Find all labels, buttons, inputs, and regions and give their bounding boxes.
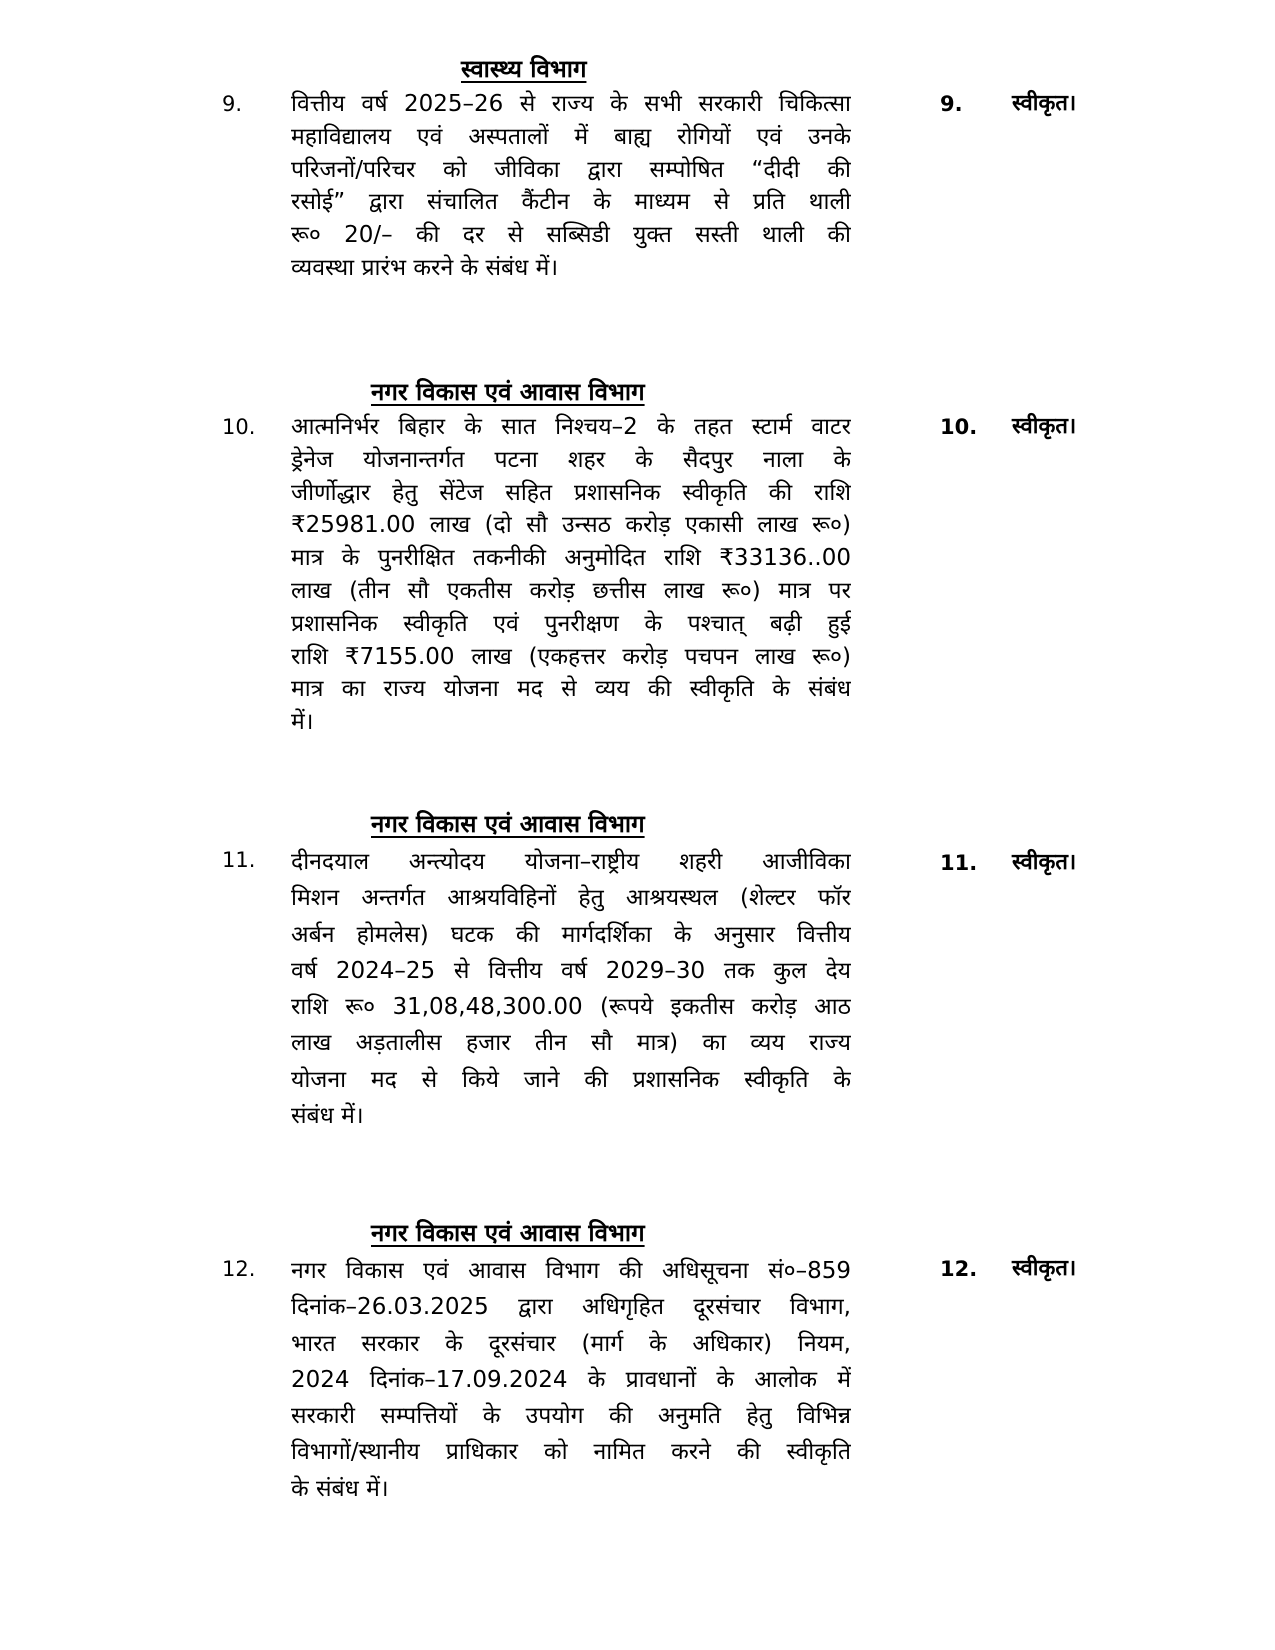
description-line: दीनदयाल अन्त्योदय योजना–राष्ट्रीय शहरी आजीविका — [291, 849, 851, 875]
item-number: 12. — [222, 1257, 256, 1281]
description-line: राशि ₹7155.00 लाख (एकहत्तर करोड़ पचपन लाख रू०) — [291, 643, 851, 670]
description-line: प्रशासनिक स्वीकृति एवं पुनरीक्षण के पश्चात् बढ़ी हुई — [291, 610, 851, 637]
description-line: परिजनों/परिचर को जीविका द्वारा सम्पोषित “दीदी की — [291, 156, 851, 183]
decision-status: स्वीकृत। — [1012, 850, 1077, 875]
description-line: में। — [291, 709, 314, 736]
description-line: लाख अड़तालीस हजार तीन सौ मात्र) का व्यय राज्य — [291, 1030, 851, 1057]
description-line: विभागों/स्थानीय प्राधिकार को नामित करने की स्वीकृति — [291, 1439, 851, 1466]
department-heading: स्वास्थ्य विभाग — [461, 55, 587, 83]
description-line: लाख (तीन सौ एकतीस करोड़ छत्तीस लाख रू०) मात्र पर — [291, 577, 851, 604]
decision-status: स्वीकृत। — [1012, 91, 1077, 116]
description-line: सरकारी सम्पत्तियों के उपयोग की अनुमति हेतु विभिन्न — [291, 1403, 851, 1430]
decision-number: 12. — [940, 1257, 978, 1281]
description-line: 2024 दिनांक–17.09.2024 के प्रावधानों के आलोक में — [291, 1366, 851, 1393]
item-description — [291, 88, 851, 285]
decision-status: स्वीकृत। — [1012, 1256, 1077, 1281]
description-line: जीर्णोद्धार हेतु सेंटेज सहित प्रशासनिक स्वीकृति की राशि — [291, 479, 851, 506]
description-line: मात्र का राज्य योजना मद से व्यय की स्वीकृति के संबंध — [291, 676, 851, 703]
description-line: मिशन अन्तर्गत आश्रयविहिनों हेतु आश्रयस्थल (शेल्टर फॉर — [291, 885, 851, 912]
description-line: महाविद्यालय एवं अस्पतालों में बाह्य रोगियों एवं उनके — [291, 123, 851, 150]
description-line: भारत सरकार के दूरसंचार (मार्ग के अधिकार) नियम, — [291, 1330, 851, 1357]
description-line: वित्तीय वर्ष 2025–26 से राज्य के सभी सरकारी चिकित्सा — [291, 91, 851, 117]
item-number: 9. — [222, 92, 243, 116]
description-line: संबंध में। — [291, 1103, 364, 1130]
item-description — [291, 1253, 851, 1507]
department-heading: नगर विकास एवं आवास विभाग — [371, 1219, 645, 1247]
description-line: के संबंध में। — [291, 1475, 389, 1502]
description-line: वर्ष 2024–25 से वित्तीय वर्ष 2029–30 तक कुल देय — [291, 957, 851, 984]
description-line: राशि रू० 31,08,48,300.00 (रूपये इकतीस करोड़ आठ — [291, 994, 851, 1021]
item-description — [291, 411, 851, 739]
item-number: 10. — [222, 415, 256, 439]
decision-number: 11. — [940, 851, 978, 875]
department-heading: नगर विकास एवं आवास विभाग — [371, 810, 645, 838]
description-line: योजना मद से किये जाने की प्रशासनिक स्वीकृति के — [291, 1066, 851, 1093]
item-number: 11. — [222, 848, 256, 872]
description-line: नगर विकास एवं आवास विभाग की अधिसूचना सं०–859 — [291, 1258, 851, 1284]
decision-number: 9. — [940, 92, 963, 116]
description-line: ड्रेनेज योजनान्तर्गत पटना शहर के सैदपुर नाला के — [291, 446, 851, 473]
description-line: रू० 20/– की दर से सब्सिडी युक्त सस्ती थाली की — [291, 222, 851, 249]
decision-number: 10. — [940, 415, 978, 439]
item-description — [291, 844, 851, 1134]
description-line: व्यवस्था प्रारंभ करने के संबंध में। — [291, 254, 559, 281]
description-line: आत्मनिर्भर बिहार के सात निश्चय–2 के तहत स्टार्म वाटर — [291, 414, 851, 440]
description-line: मात्र के पुनरीक्षित तकनीकी अनुमोदित राशि ₹33136..00 — [291, 545, 851, 572]
description-line: दिनांक–26.03.2025 द्वारा अधिगृहित दूरसंचार विभाग, — [291, 1294, 851, 1321]
description-line: रसोई” द्वारा संचालित कैंटीन के माध्यम से प्रति थाली — [291, 189, 851, 216]
department-heading: नगर विकास एवं आवास विभाग — [371, 378, 645, 406]
description-line: अर्बन होमलेस) घटक की मार्गदर्शिका के अनुसार वित्तीय — [291, 921, 851, 948]
description-line: ₹25981.00 लाख (दो सौ उन्सठ करोड़ एकासी लाख रू०) — [291, 512, 851, 539]
decision-status: स्वीकृत। — [1012, 414, 1077, 439]
